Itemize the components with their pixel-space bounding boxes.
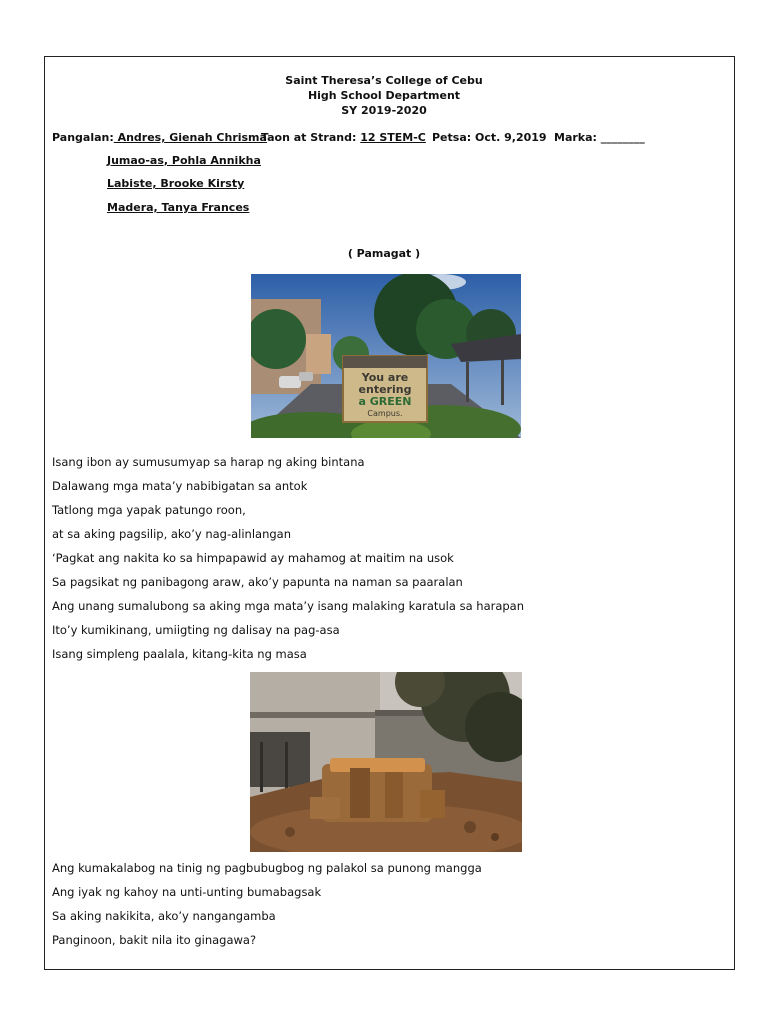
stanza1-line-3: Tatlong mga yapak patungo roon,: [52, 503, 246, 517]
year-value: 12 STEM-C: [360, 131, 426, 144]
stanza1-line-1: Isang ibon ay sumusumyap sa harap ng aking bintana: [52, 455, 365, 469]
year-row: [261, 131, 426, 144]
tree-stump-photo: [250, 672, 522, 852]
grade-label: Marka:: [554, 131, 597, 144]
sign-text-3: a GREEN: [358, 395, 412, 408]
year-label: Taon at Strand:: [261, 131, 357, 144]
stanza1-line-6: Sa pagsikat ng panibagong araw, ako’y papunta na naman sa paaralan: [52, 575, 463, 589]
name-row: [52, 131, 267, 144]
school-name: Saint Theresa’s College of Cebu: [285, 74, 483, 87]
name-label: Pangalan:: [52, 131, 114, 144]
stanza1-line-8: Ito’y kumikinang, umiigting ng dalisay na pag-asa: [52, 623, 340, 637]
stanza2-line-2: Ang iyak ng kahoy na unti-unting bumabagsak: [52, 885, 322, 899]
grade-value: ________: [600, 131, 645, 144]
school-year: SY 2019-2020: [341, 104, 427, 117]
stanza1-line-2: Dalawang mga mata’y nabibigatan sa antok: [52, 479, 308, 493]
stanza1-line-5: ‘Pagkat ang nakita ko sa himpapawid ay mahamog at maitim na usok: [52, 551, 454, 565]
student-name-1: Andres, Gienah Chrisma: [113, 131, 267, 144]
poem-title: ( Pamagat ): [347, 247, 421, 260]
sign-text-4: Campus.: [367, 409, 403, 418]
student-name-3: Labiste, Brooke Kirsty: [107, 177, 245, 190]
stanza1-line-7: Ang unang sumalubong sa aking mga mata’y isang malaking karatula sa harapan: [52, 599, 525, 613]
stanza1-line-9: Isang simpleng paalala, kitang-kita ng masa: [52, 647, 307, 661]
sign-text-2: entering: [358, 383, 412, 396]
date-field: Petsa: Oct. 9,2019: [432, 131, 547, 144]
sign-text-1: You are: [361, 371, 409, 384]
stanza2-line-3: Sa aking nakikita, ako’y nangangamba: [52, 909, 276, 923]
campus-sign-photo: [251, 274, 521, 438]
student-name-4: Madera, Tanya Frances: [107, 201, 250, 214]
grade-row: [554, 131, 645, 144]
stanza2-line-4: Panginoon, bakit nila ito ginagawa?: [52, 933, 257, 947]
student-name-2: Jumao-as, Pohla Annikha: [107, 154, 261, 167]
department-name: High School Department: [307, 89, 461, 102]
stanza2-line-1: Ang kumakalabog na tinig ng pagbubugbog ng palakol sa punong mangga: [52, 861, 482, 875]
stanza1-line-4: at sa aking pagsilip, ako’y nag-alinlangan: [52, 527, 292, 541]
